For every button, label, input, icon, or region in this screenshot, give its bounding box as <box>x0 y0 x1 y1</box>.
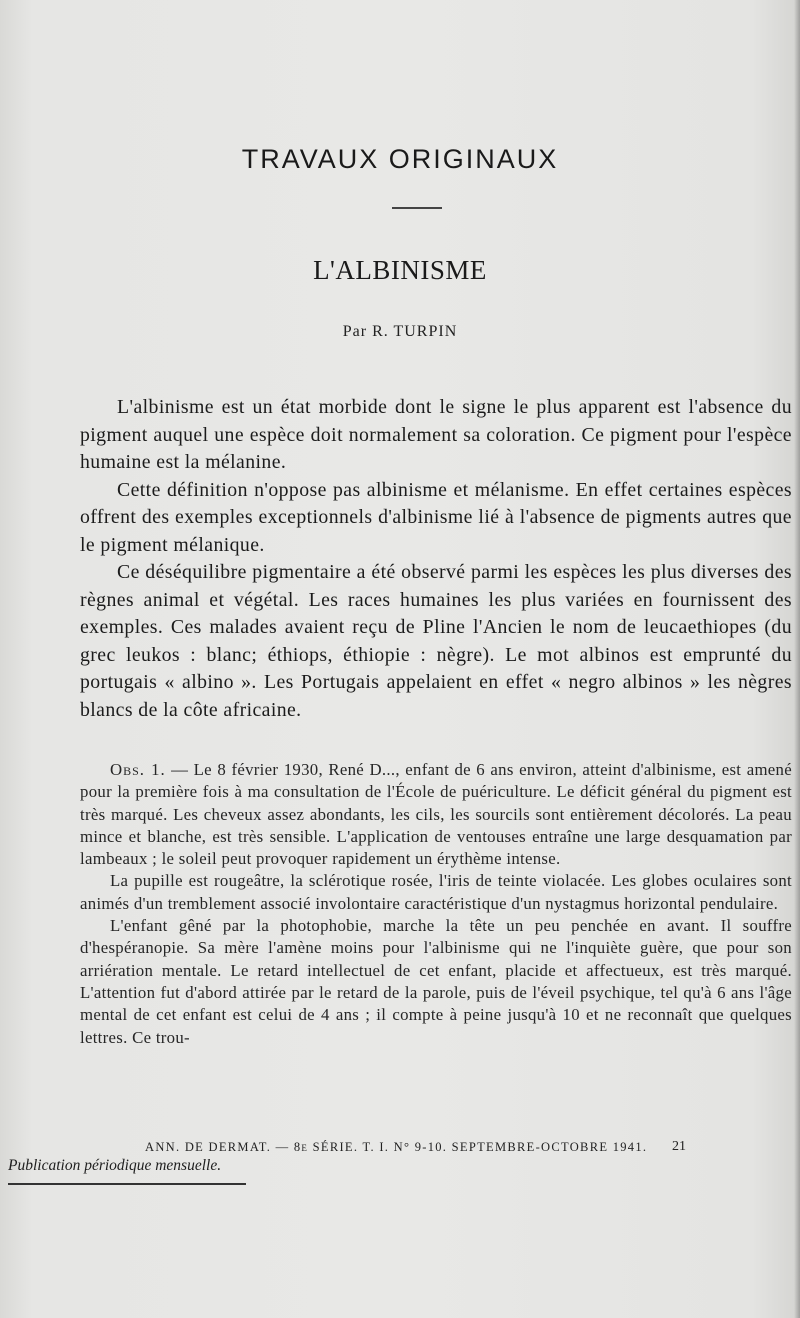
body-paragraph-3: Ce déséquilibre pigmentaire a été observé parmi les espèces les plus diverses des règnes animal et végétal. Les races humaines les plus variées en fournissent des exemples. Ces malades avaient reçu de Pline l'Ancien le nom de leucaethiopes (du grec leukos : blanc; éthiops, éthiopie : nègre). Le mot albinos est emprunté du portugais « albino ». Les Portugais appelaient en effet « negro albinos » les nègres blancs de la côte africaine. <box>80 561 792 721</box>
publication-note: Publication périodique mensuelle. <box>8 1157 222 1174</box>
article-title: L'ALBINISME <box>313 255 487 285</box>
observation-paragraph-3: L'enfant gêné par la photophobie, marche la tête un peu penchée en avant. Il souffre d'hespéranopie. Sa mère l'amène moins pour l'albinisme qui ne l'inquiète guère, que pour son arriération mentale. Le retard intellectuel de cet enfant, placide et affectueux, est très marqué. L'attention fut d'abord attirée par le retard de la parole, puis de l'éveil psychique, tel qu'à 6 ans l'âge mental de cet enfant est celui de 4 ans ; il compte à peine jusqu'à 10 et ne reconnaît que quelques lettres. Ce trou- <box>80 916 792 1047</box>
page-number: 21 <box>672 1139 686 1154</box>
journal-reference: ANN. DE DERMAT. — 8e SÉRIE. T. I. N° 9-10. SEPTEMBRE-OCTOBRE 1941. <box>145 1140 648 1154</box>
page-edge-shadow <box>794 0 800 1318</box>
observation-section <box>80 759 792 1049</box>
title-divider <box>392 207 442 209</box>
article-body <box>80 394 792 724</box>
body-paragraph-1: L'albinisme est un état morbide dont le signe le plus apparent est l'absence du pigment auquel une espèce doit normalement sa coloration. Ce pigment pour l'espèce humaine est la mélanine. <box>80 396 792 473</box>
body-paragraph-2: Cette définition n'oppose pas albinisme et mélanisme. En effet certaines espèces offrent des exemples exceptionnels d'albinisme lié à l'absence de pigments autres que le pigment mélanique. <box>80 478 792 556</box>
observation-label: Obs. 1. <box>110 760 166 779</box>
observation-paragraph-1 <box>80 759 792 870</box>
section-title: TRAVAUX ORIGINAUX <box>241 144 559 174</box>
observation-paragraph-2: La pupille est rougeâtre, la sclérotique rosée, l'iris de teinte violacée. Les globes oculaires sont animés d'un tremblement associé involontaire caractéristique d'un nystagmus horizontal pendulaire. <box>80 871 792 913</box>
observation-text: — Le 8 février 1930, René D..., enfant de 6 ans environ, atteint d'albinisme, est amené pour la première fois à ma consultation de l'École de puériculture. Le déficit général du pigment est très marqué. Les cheveux assez abondants, les cils, les sourcils sont entièrement décolorés. La peau mince et blanche, est très sensible. L'application de ventouses entraîne une large desquamation par lambeaux ; le soleil peut provoquer rapidement un érythème intense. <box>80 760 792 869</box>
footer-underline <box>8 1183 246 1185</box>
author-line: Par R. TURPIN <box>342 323 458 340</box>
